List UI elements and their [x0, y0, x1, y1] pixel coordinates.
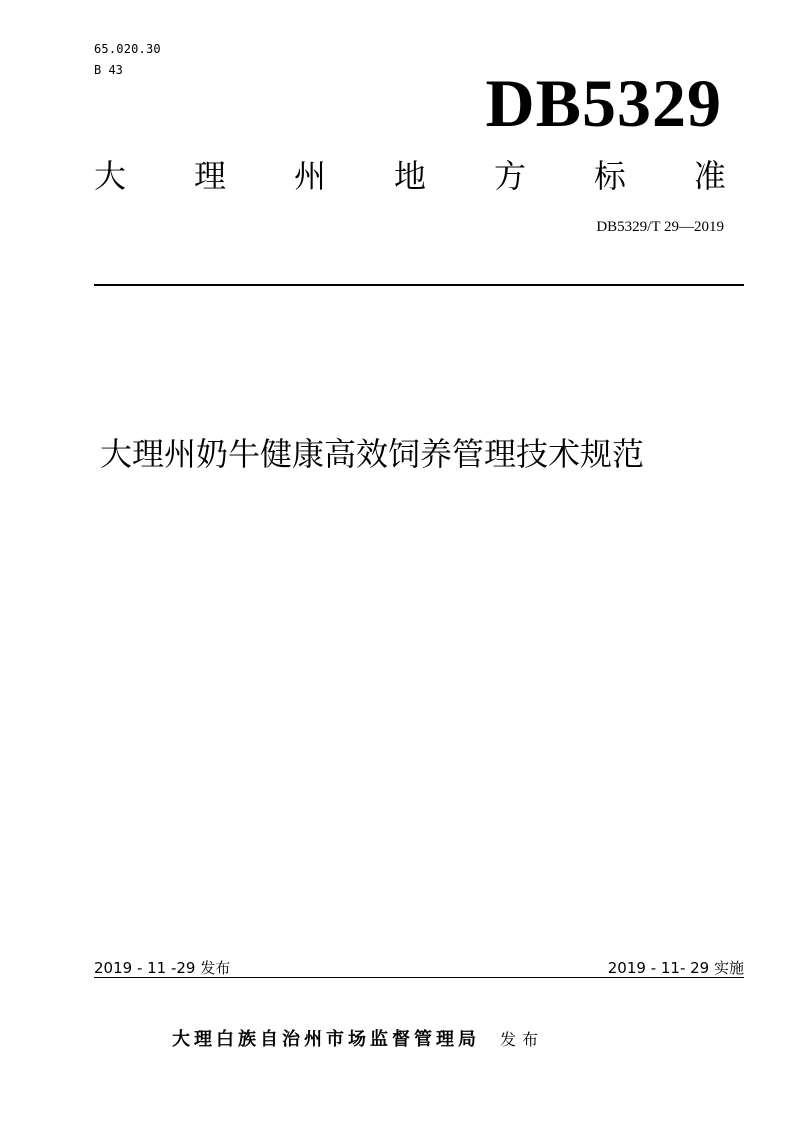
standard-type-char: 理 — [193, 157, 226, 195]
footer-divider — [94, 977, 744, 978]
standard-number: DB5329/T 29—2019 — [596, 219, 724, 235]
standard-type-char: 州 — [293, 157, 326, 195]
standard-type-char: 方 — [493, 157, 526, 195]
standard-type-char: 准 — [693, 157, 726, 195]
issuer-line — [172, 1028, 544, 1052]
standard-type — [94, 154, 726, 198]
implement-date: 2019 - 11- 29 实施 — [607, 959, 744, 977]
publish-date: 2019 - 11 -29 发布 — [94, 959, 231, 977]
issue-label: 发布 — [500, 1030, 545, 1049]
standard-code: DB5329 — [485, 65, 722, 141]
standard-type-char: 标 — [593, 157, 626, 195]
header-divider — [94, 284, 744, 286]
standard-type-char: 大 — [94, 157, 127, 195]
ccs-code: B 43 — [94, 63, 123, 77]
document-title: 大理州奶牛健康高效饲养管理技术规范 — [100, 435, 645, 473]
standard-type-char: 地 — [393, 157, 426, 195]
issuer-name: 大理白族自治州市场监督管理局 — [172, 1029, 480, 1050]
ics-code: 65.020.30 — [94, 42, 161, 56]
